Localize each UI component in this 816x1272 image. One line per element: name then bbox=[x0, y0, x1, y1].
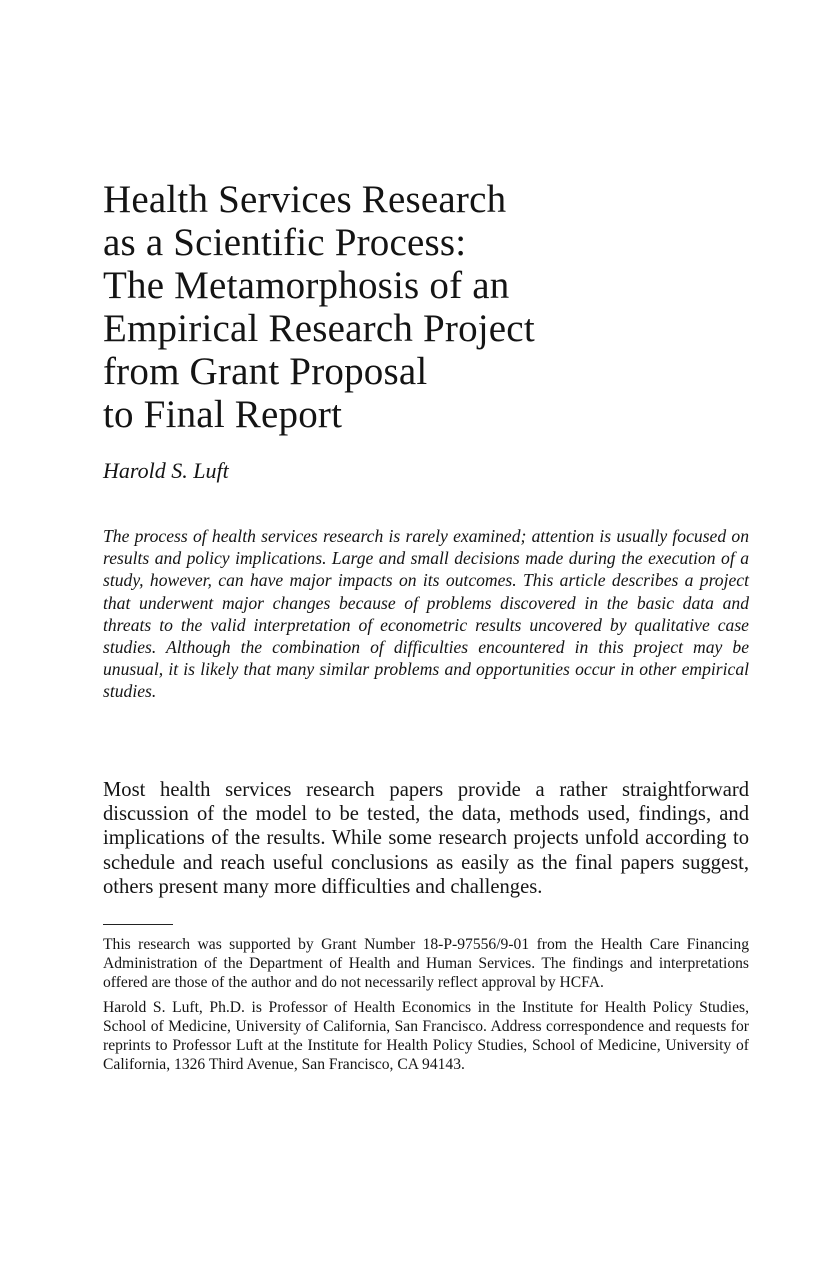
title-line: as a Scientific Process: bbox=[103, 221, 467, 264]
title-line: The Metamorphosis of an bbox=[103, 264, 510, 307]
footnotes bbox=[103, 935, 749, 1080]
title-line: to Final Report bbox=[103, 393, 343, 436]
title-line: Health Services Research bbox=[103, 178, 507, 221]
footnote-divider bbox=[103, 924, 173, 925]
title-line: Empirical Research Project bbox=[103, 307, 535, 350]
footnote-funding: This research was supported by Grant Number 18-P-97556/9-01 from the Health Care Financing Administration of the Department of Health and Human Services. The findings and interpretations offered are those of the author and do not necessarily reflect approval by HCFA. bbox=[103, 936, 749, 991]
author-name: Harold S. Luft bbox=[103, 458, 229, 483]
abstract: The process of health services research is rarely examined; attention is usually focused on results and policy implications. Large and small decisions made during the execution of a study, however, can have major impacts on its outcomes. This article describes a project that underwent major changes because of problems discovered in the basic data and threats to the valid interpretation of econometric results uncovered by qualitative case studies. Although the combination of difficulties encountered in this project may be unusual, it is likely that many similar problems and opportunities occur in other empirical studies. bbox=[103, 526, 749, 702]
body-paragraph: Most health services research papers provide a rather straightforward discussion of the model to be tested, the data, methods used, findings, and implications of the results. While some research projects unfold according to schedule and reach useful conclusions as easily as the final papers suggest, others present many more difficulties and challenges. bbox=[103, 779, 749, 898]
footnote-author-affiliation: Harold S. Luft, Ph.D. is Professor of Health Economics in the Institute for Health Policy Studies, School of Medicine, University of California, San Francisco. Address correspondence and requests for reprints to Professor Luft at the Institute for Health Policy Studies, School of Medicine, University of California, 1326 Third Avenue, San Francisco, CA 94143. bbox=[103, 999, 749, 1073]
article-title bbox=[103, 178, 743, 436]
title-line: from Grant Proposal bbox=[103, 350, 428, 393]
